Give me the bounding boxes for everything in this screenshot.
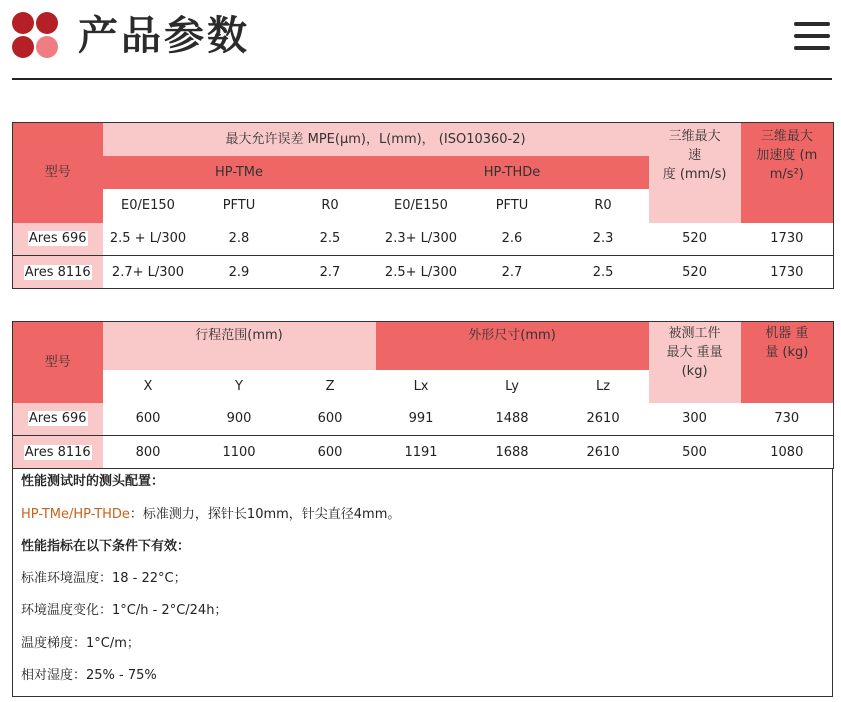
probe-config-line	[21, 506, 400, 524]
machine-header-line: 量 (kg)	[765, 345, 809, 360]
workpiece-header-line: 最大 重量	[666, 345, 723, 360]
data-cell: 2.5	[558, 256, 649, 289]
data-cell: 1191	[376, 436, 467, 469]
data-cell: 600	[103, 403, 194, 436]
four-petal-logo-icon[interactable]	[12, 12, 60, 60]
logo-petal	[12, 12, 34, 34]
max-acceleration-header	[741, 123, 834, 223]
page-title: 产品参数	[78, 13, 250, 59]
workpiece-header-line: 被测工件	[668, 326, 721, 341]
data-cell: 1080	[741, 436, 834, 469]
data-cell: 300	[649, 403, 741, 436]
machine-header-line: 机器 重	[765, 326, 809, 341]
sub-header: E0/E150	[376, 189, 467, 223]
logo-petal	[36, 36, 58, 58]
data-cell: 2.5 + L/300	[103, 223, 194, 256]
machine-weight-header	[741, 322, 834, 403]
table-row	[13, 436, 834, 469]
workpiece-header-line: (kg)	[681, 364, 708, 379]
accel-header-line: 加速度 (m	[756, 148, 818, 163]
test-conditions-notes	[12, 468, 833, 697]
probe-config-title: 性能测试时的测头配置：	[21, 474, 165, 489]
model-column-header: 型号	[13, 322, 103, 403]
group-header-hp-thde: HP-THDe	[376, 156, 649, 189]
sub-header: E0/E150	[103, 189, 194, 223]
workpiece-weight-header	[649, 322, 741, 403]
sub-header: X	[103, 370, 194, 403]
data-cell: 2.8	[194, 223, 285, 256]
data-cell: 800	[103, 436, 194, 469]
accuracy-spec-table	[12, 122, 834, 289]
model-name: Ares 8116	[24, 444, 91, 460]
model-cell	[13, 436, 103, 469]
sub-header: PFTU	[194, 189, 285, 223]
max-speed-header	[649, 123, 741, 223]
data-cell: 520	[649, 256, 741, 289]
data-cell: 600	[285, 436, 376, 469]
menu-bar	[794, 46, 830, 50]
speed-header-line: 速	[688, 148, 702, 163]
sub-header: Lx	[376, 370, 467, 403]
data-cell: 2610	[558, 403, 649, 436]
data-cell: 600	[285, 403, 376, 436]
data-cell: 1100	[194, 436, 285, 469]
model-cell	[13, 256, 103, 289]
menu-bar	[794, 22, 830, 26]
model-name: Ares 696	[28, 231, 87, 247]
mpe-header: 最大允许误差 MPE(μm)，L(mm)， (ISO10360-2)	[103, 123, 649, 156]
model-cell	[13, 223, 103, 256]
sub-header: Y	[194, 370, 285, 403]
hamburger-menu-icon[interactable]	[794, 22, 830, 50]
probe-config-text: ：标准测力，探针长10mm，针尖直径4mm。	[129, 507, 401, 522]
model-name: Ares 8116	[24, 264, 91, 280]
valid-conditions-title: 性能指标在以下条件下有效：	[21, 539, 191, 554]
logo-petal	[12, 36, 34, 58]
accel-header-line: m/s²)	[769, 167, 804, 182]
data-cell: 730	[741, 403, 834, 436]
sub-header: R0	[558, 189, 649, 223]
data-cell: 2.7	[285, 256, 376, 289]
dimension-spec-table	[12, 321, 834, 469]
table-row	[13, 223, 834, 256]
data-cell: 1730	[741, 223, 834, 256]
data-cell: 2.6	[467, 223, 558, 256]
condition-item: 标准环境温度：18 - 22°C；	[21, 571, 187, 586]
data-cell: 2.5+ L/300	[376, 256, 467, 289]
model-cell	[13, 403, 103, 436]
model-column-header: 型号	[13, 123, 103, 223]
data-cell: 1488	[467, 403, 558, 436]
data-cell: 1688	[467, 436, 558, 469]
data-cell: 2610	[558, 436, 649, 469]
condition-item: 环境温度变化：1°C/h - 2°C/24h；	[21, 603, 228, 618]
data-cell: 2.7+ L/300	[103, 256, 194, 289]
sub-header: Ly	[467, 370, 558, 403]
table-row	[13, 403, 834, 436]
data-cell: 1730	[741, 256, 834, 289]
condition-item: 温度梯度：1°C/m；	[21, 636, 140, 651]
sub-header: Lz	[558, 370, 649, 403]
data-cell: 520	[649, 223, 741, 256]
page-header	[12, 0, 832, 80]
data-cell: 2.9	[194, 256, 285, 289]
group-header-hp-tme: HP-TMe	[103, 156, 376, 189]
table-row	[13, 256, 834, 289]
speed-header-line: 三维最大	[668, 129, 721, 144]
speed-header-line: 度 (mm/s)	[662, 167, 727, 182]
sub-header: PFTU	[467, 189, 558, 223]
sub-header: Z	[285, 370, 376, 403]
data-cell: 2.3+ L/300	[376, 223, 467, 256]
outer-size-header: 外形尺寸(mm)	[376, 322, 649, 370]
data-cell: 2.3	[558, 223, 649, 256]
menu-bar	[794, 34, 830, 38]
data-cell: 2.7	[467, 256, 558, 289]
model-name: Ares 696	[28, 411, 87, 427]
data-cell: 2.5	[285, 223, 376, 256]
travel-range-header: 行程范围(mm)	[103, 322, 376, 370]
data-cell: 900	[194, 403, 285, 436]
sub-header: R0	[285, 189, 376, 223]
accel-header-line: 三维最大	[760, 129, 813, 144]
probe-model-label: HP-TMe/HP-THDe	[21, 507, 130, 522]
condition-item: 相对湿度：25% - 75%	[21, 668, 157, 683]
data-cell: 991	[376, 403, 467, 436]
logo-petal	[36, 12, 58, 34]
data-cell: 500	[649, 436, 741, 469]
